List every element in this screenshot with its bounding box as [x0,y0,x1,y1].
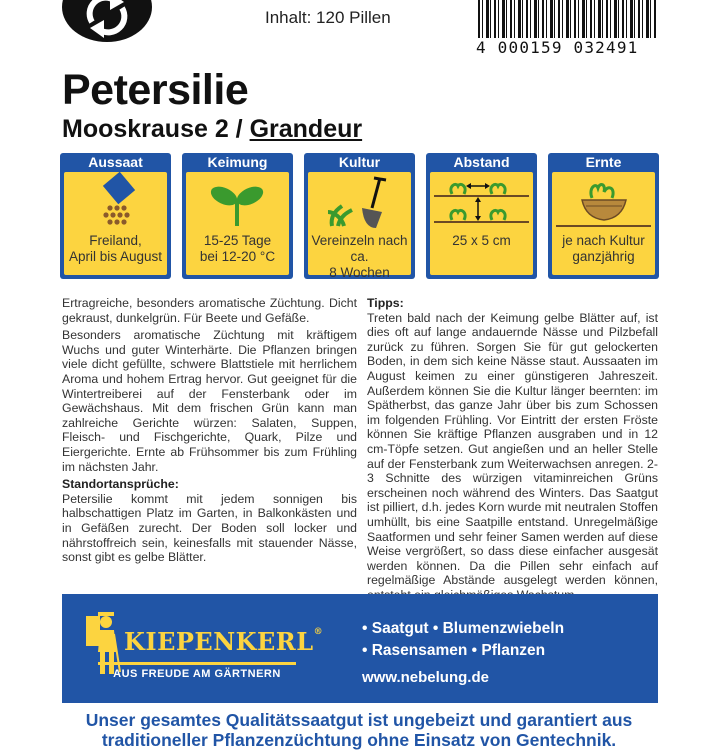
shovel-seedling-icon [308,172,411,232]
panel-caption [64,233,167,265]
quality-line: Unser gesamtes Qualitätssaatgut ist ungebeizt und garantiert aus [85,710,633,730]
panel-head: Aussaat [88,154,143,170]
caption-line: April bis August [68,249,163,264]
brand-name-text: KIEPENKERL [124,627,314,656]
brand-box [62,594,658,703]
panel-head: Kultur [338,154,381,170]
website-link[interactable]: www.nebelung.de [362,669,489,686]
panel-keimung [182,153,293,279]
panel-head: Ernte [585,154,622,170]
tips-heading: Tipps: [367,296,404,310]
location-heading: Standortansprüche: [62,477,179,492]
panel-caption [430,233,533,249]
panel-body [64,172,167,275]
caption-line: je nach Kultur [562,233,645,248]
product-variety [62,115,362,144]
quality-statement [0,710,718,750]
product-range [362,618,564,662]
caption-line: 25 x 5 cm [452,233,511,248]
variety-name: Grandeur [249,115,363,143]
caption-line: ca. [350,249,369,264]
barcode [478,0,658,40]
panel-caption [308,233,411,281]
description-right [367,296,658,602]
detail-text: Besonders aromatische Züchtung mit kräftigem Wuchs und guter Winterhärte. Die Pflanzen bringen viele dicht gefüllte, schwere Blattstiele mit herrlichem Aroma und hohem Ertrag hervor. Gut geeignet für die Wintertreiberei auf der Fensterbank oder im Gewächshaus. Mit dem frischen Grün kann man zahlreiche Gerichte würzen: Salaten, Suppen, Fleisch- und Fischgerichte, Quark, Pilze und Eiergerichte. Ernte ab Frühsommer bis zum Frühling im nächsten Jahr. [62,328,357,474]
info-panels [60,153,660,279]
content-info: Inhalt: 120 Pillen [265,8,391,27]
caption-line: 8 Wochen [329,265,390,280]
variety-prefix: Mooskrause 2 / [62,115,250,143]
panel-head: Keimung [207,154,268,170]
caption-line: ganzjährig [572,249,635,264]
panel-body [552,172,655,275]
harvest-bowl-icon [552,172,655,232]
panel-caption [186,233,289,265]
caption-line: Freiland, [89,233,142,248]
intro-text: Ertragreiche, besonders aromatische Züchtung. Dicht gekraust, dunkelgrün. Für Beete und Gefäße. [62,296,357,325]
panel-head: Abstand [453,154,510,170]
description-left [62,296,357,565]
panel-body [308,172,411,280]
tips-text: Treten bald nach der Keimung gelbe Blätter auf, ist dies oft auf lange andauernde Nässe und Pilzbefall zurück zu führen. Sorgen Sie für gut gelockerten Boden, in dem sich keine Nässe staut. Aussaaten im August keimen zu einer günstigeren Jahreszeit. Außerdem können Sie die Kultur länger beernten: im Spätherbst, das ganze Jahr über bis zum Schossen im folgenden Frühling. Vor Eintritt der ersten Fröste können Sie kräftige Pflanzen ausgraben und in 12 cm-Töpfe setzen. Gut angießen und an heller Stelle auf der Fensterbank zum Weiterwachsen anregen. 2-3 Schnitte des würzigen vitaminreichen Grüns erscheinen noch während des Winters. Das Saatgut ist pilliert, d.h. jedes Korn wurde mit neutralen Stoffen umhüllt, bis eine Saatpille entstand. Unregelmäßige Saatformen und sehr feiner Samen werden auf diese Weise vergrößert, so dass diese einfacher ausgesät werden können. Da die Pillen sehr einfach auf regelmäßige Abstände ausgelegt werden können, [367,310,658,588]
recycle-arrows-icon [82,0,132,38]
brand-divider [98,662,296,665]
seed-bag-icon [64,172,167,232]
panel-aussaat [60,153,171,279]
panel-kultur [304,153,415,279]
spacing-icon [430,172,533,232]
panel-ernte [548,153,659,279]
panel-abstand [426,153,537,279]
product-range-item: • Saatgut • Blumenzwiebeln [362,620,565,637]
product-range-item: • Rasensamen • Pflanzen [362,642,546,659]
brand-motto: AUS FREUDE AM GÄRTNERN [113,668,281,680]
registered-mark: ® [313,627,324,637]
brand-name [124,627,323,656]
caption-line: Vereinzeln nach [311,233,408,248]
panel-body [430,172,533,275]
caption-line: 15-25 Tage [203,233,272,248]
location-text: Petersilie kommt mit jedem sonnigen bis halbschattigen Platz im Garten, in Balkonkästen und in Gefäßen zurecht. Der Boden soll locker und nährstoffreich sein, keinesfalls mit stauender Nässe, sonst gibt es gelbe Blätter. [62,491,357,565]
panel-caption [552,233,655,265]
seedling-icon [186,172,289,232]
panel-body [186,172,289,275]
quality-line: traditioneller Pflanzenzüchtung ohne Einsatz von Gentechnik. [101,730,617,750]
barcode-digits: 4 000159 032491 [476,38,639,57]
caption-line: bei 12-20 °C [199,249,276,264]
product-title: Petersilie [62,66,249,114]
